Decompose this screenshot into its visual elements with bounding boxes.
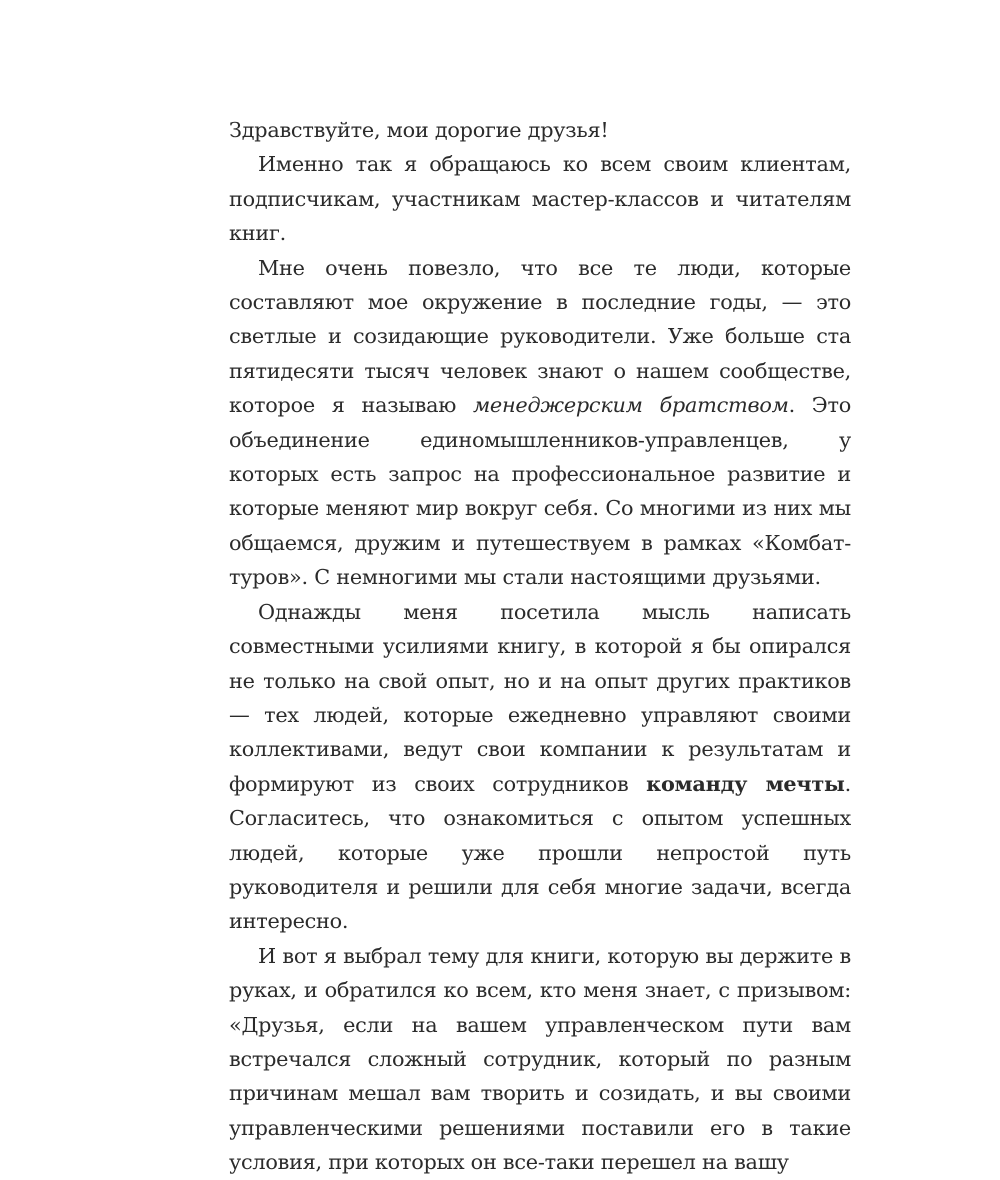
paragraph-2-text-start: Мне очень повезло, что все те люди, которые составляют мое окружение в последние годы, — это светлые и созидающие руководители. Уже больше ста пятидесяти тысяч человек знают о нашем сообществе, которое я называю — [229, 255, 851, 418]
book-page-text — [229, 113, 851, 1180]
greeting-line: Здравствуйте, мои дорогие друзья! — [229, 118, 609, 142]
paragraph-3-text-start: Однажды меня посетила мысль написать совместными усилиями книгу, в которой я бы опирался не только на свой опыт, но и на опыт других практиков — тех людей, которые ежедневно управляют своими коллективами, ведут свои компании к результатам и формируют из своих сотрудников — [229, 599, 851, 796]
paragraph-4: И вот я выбрал тему для книги, которую вы держите в руках, и обратился ко всем, кто меня знает, с призывом: «Друзья, если на вашем управленческом пути вам встречался сложный сотрудник, который по разным причинам мешал вам творить и созидать, и вы своими управленческими решениями поставили его в такие условия, при которых он все-таки перешел на вашу — [229, 943, 851, 1175]
paragraph-3 — [229, 595, 851, 939]
paragraph-1: Именно так я обращаюсь ко всем своим клиентам, подписчикам, участникам мастер-классов и читателям книг. — [229, 152, 851, 246]
paragraph-3-text-end: . Согласитесь, что ознакомиться с опытом успешных людей, которые уже прошли непростой путь руководителя и решили для себя многие задачи, всегда интересно. — [229, 771, 851, 934]
paragraph-2-text-end: . Это объединение единомышленников-управленцев, у которых есть запрос на профессиональное развитие и которые меняют мир вокруг себя. Со многими из них мы общаемся, дружим и путешествуем в рамках «Комбат-туров». С немногими мы стали настоящими друзьями. — [229, 393, 851, 590]
bold-phrase: команду мечты — [646, 770, 845, 796]
italic-phrase: менеджерским братством — [472, 393, 789, 418]
paragraph-2 — [229, 251, 851, 595]
